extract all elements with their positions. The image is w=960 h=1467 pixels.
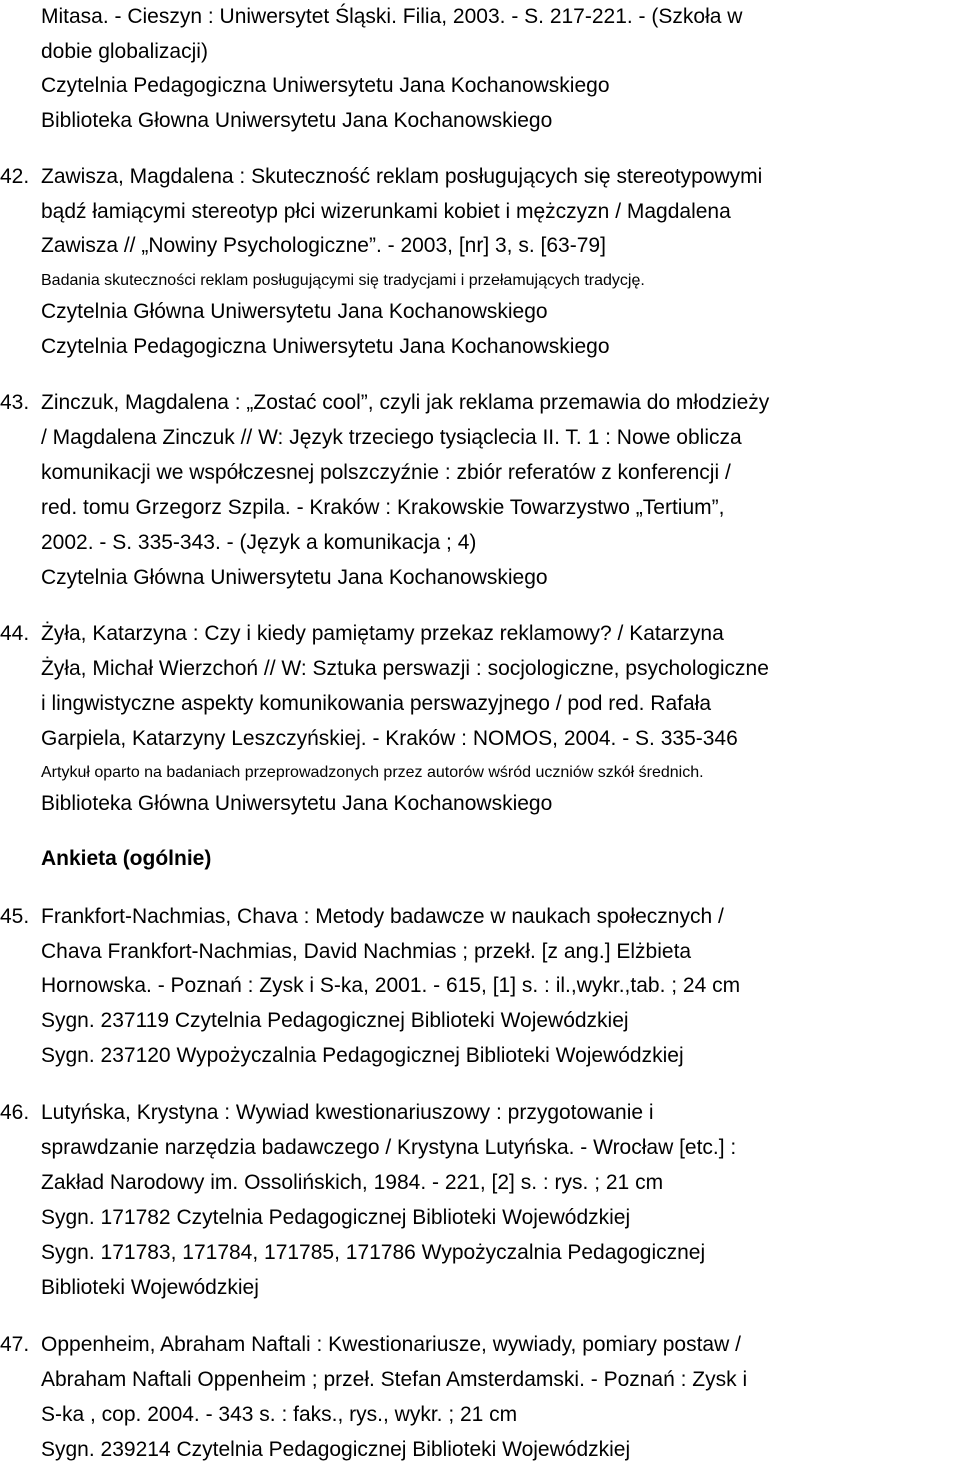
location-line: Biblioteka Głowna Uniwersytetu Jana Kochanowskiego [41,109,553,132]
entry-line: Frankfort-Nachmias, Chava : Metody badawcze w naukach społecznych / [41,905,724,928]
entry-number: 46. [0,1101,30,1124]
entry-number: 43. [0,391,30,414]
entry-number: 44. [0,622,30,645]
signature-line: Sygn. 171783, 171784, 171785, 171786 Wypożyczalnia Pedagogicznej [41,1241,706,1264]
signature-line: Sygn. 239214 Czytelnia Pedagogicznej Biblioteki Wojewódzkiej [41,1438,631,1461]
entry-note: Artykuł oparto na badaniach przeprowadzonych przez autorów wśród uczniów szkół średnich. [41,764,704,781]
signature-line: Sygn. 237119 Czytelnia Pedagogicznej Biblioteki Wojewódzkiej [41,1009,629,1032]
signature-line: Sygn. 237120 Wypożyczalnia Pedagogicznej Biblioteki Wojewódzkiej [41,1044,684,1067]
entry-line: S-ka , cop. 2004. - 343 s. : faks., rys., wykr. ; 21 cm [41,1403,518,1426]
entry-line: Lutyńska, Krystyna : Wywiad kwestionariuszowy : przygotowanie i [41,1101,654,1124]
entry-number: 47. [0,1333,30,1356]
entry-note: Badania skuteczności reklam posługującymi się tradycjami i przełamujących tradycję. [41,272,645,289]
section-heading: Ankieta (ogólnie) [41,847,212,870]
entry-line: sprawdzanie narzędzia badawczego / Krystyna Lutyńska. - Wrocław [etc.] : [41,1136,737,1159]
entry-line: 2002. - S. 335-343. - (Język a komunikacja ; 4) [41,531,477,554]
location-line: Czytelnia Główna Uniwersytetu Jana Kochanowskiego [41,300,548,323]
entry-line: dobie globalizacji) [41,40,208,63]
entry-line: Hornowska. - Poznań : Zysk i S-ka, 2001. - 615, [1] s. : il.,wykr.,tab. ; 24 cm [41,974,741,997]
entry-line: Żyła, Katarzyna : Czy i kiedy pamiętamy przekaz reklamowy? / Katarzyna [41,622,724,645]
entry-line: Zawisza // „Nowiny Psychologiczne”. - 2003, [nr] 3, s. [63-79] [41,234,606,257]
entry-line: / Magdalena Zinczuk // W: Język trzeciego tysiąclecia II. T. 1 : Nowe oblicza [41,426,742,449]
entry-line: Abraham Naftali Oppenheim ; przeł. Stefan Amsterdamski. - Poznań : Zysk i [41,1368,748,1391]
entry-line: bądź łamiącymi stereotyp płci wizerunkami kobiet i mężczyzn / Magdalena [41,200,731,223]
signature-line: Sygn. 171782 Czytelnia Pedagogicznej Biblioteki Wojewódzkiej [41,1206,631,1229]
entry-line: Zakład Narodowy im. Ossolińskich, 1984. - 221, [2] s. : rys. ; 21 cm [41,1171,664,1194]
entry-line: Chava Frankfort-Nachmias, David Nachmias ; przekł. [z ang.] Elżbieta [41,940,692,963]
location-line: Biblioteka Główna Uniwersytetu Jana Kochanowskiego [41,792,553,815]
entry-line: Oppenheim, Abraham Naftali : Kwestionariusze, wywiady, pomiary postaw / [41,1333,741,1356]
location-line: Czytelnia Pedagogiczna Uniwersytetu Jana Kochanowskiego [41,335,610,358]
entry-line: Mitasa. - Cieszyn : Uniwersytet Śląski. Filia, 2003. - S. 217-221. - (Szkoła w [41,5,743,28]
entry-number: 45. [0,905,30,928]
entry-line: Zawisza, Magdalena : Skuteczność reklam posługujących się stereotypowymi [41,165,763,188]
location-line: Czytelnia Główna Uniwersytetu Jana Kochanowskiego [41,566,548,589]
entry-line: Garpiela, Katarzyny Leszczyńskiej. - Kraków : NOMOS, 2004. - S. 335-346 [41,727,738,750]
signature-line: Biblioteki Wojewódzkiej [41,1276,259,1299]
entry-line: red. tomu Grzegorz Szpila. - Kraków : Krakowskie Towarzystwo „Tertium”, [41,496,725,519]
entry-line: Zinczuk, Magdalena : „Zostać cool”, czyli jak reklama przemawia do młodzieży [41,391,770,414]
entry-line: Żyła, Michał Wierzchoń // W: Sztuka perswazji : socjologiczne, psychologiczne [41,657,769,680]
location-line: Czytelnia Pedagogiczna Uniwersytetu Jana Kochanowskiego [41,74,610,97]
entry-line: komunikacji we współczesnej polszczyźnie : zbiór referatów z konferencji / [41,461,731,484]
entry-number: 42. [0,165,30,188]
entry-line: i lingwistyczne aspekty komunikowania perswazyjnego / pod red. Rafała [41,692,712,715]
